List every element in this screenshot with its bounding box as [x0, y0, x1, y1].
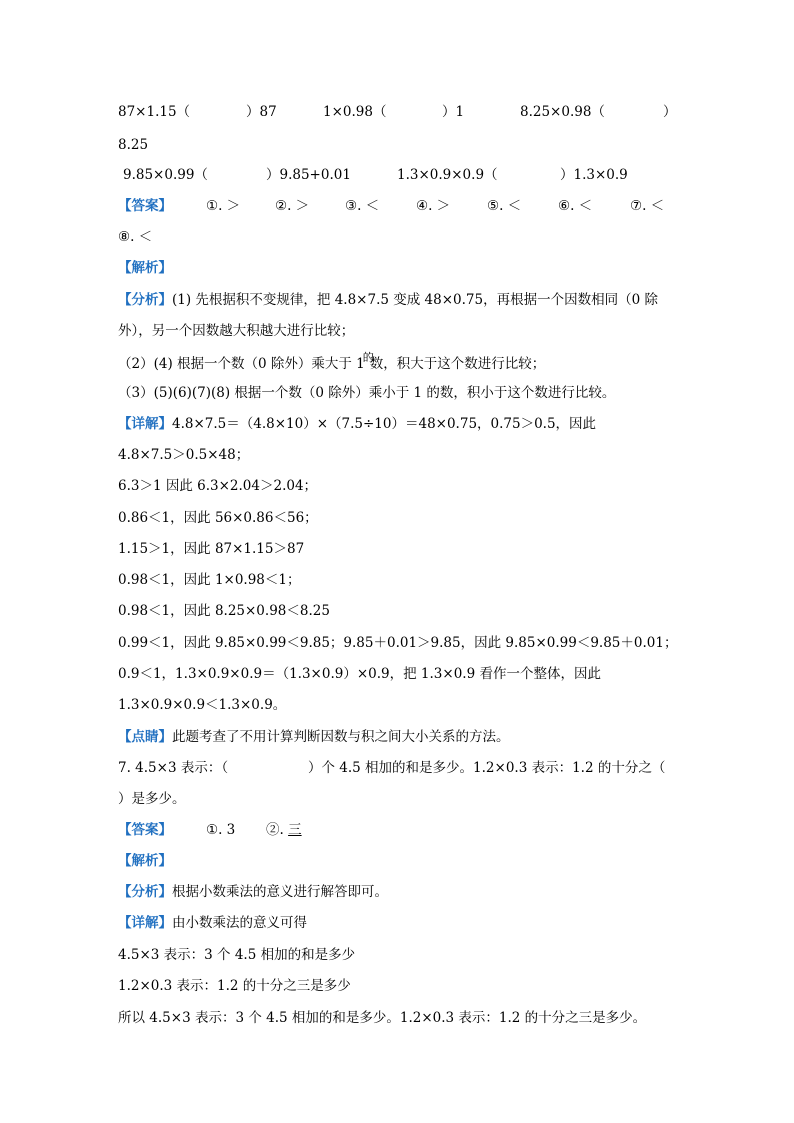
q6-answer-8: ⑧. ＜: [118, 229, 153, 245]
q6-fenxi-raised-char: 的: [362, 351, 374, 364]
q6-item-4-right: ）9.85+0.01: [266, 167, 351, 183]
q6-xiangjie-text-1: 4.8×7.5＝（4.8×10）×（7.5÷10）＝48×0.75，0.75＞0.5，因此: [172, 416, 597, 432]
q7-answer-row: [118, 820, 338, 840]
q6-answer-1: ①. ＞: [206, 198, 241, 214]
q6-item-1-right: ）87: [246, 104, 277, 120]
q6-answer-3: ③. ＜: [345, 198, 380, 214]
xiangjie-tag: 【详解】: [118, 915, 172, 931]
q6-detail-line: 4.8×7.5＞0.5×48；: [118, 447, 250, 463]
analysis-tag: 【解析】: [118, 853, 172, 869]
analysis-tag: 【解析】: [118, 260, 172, 276]
q6-item-2-right: ）1: [442, 104, 465, 120]
q7-question-line-2: ）是多少。: [118, 791, 186, 807]
q6-answer-6: ⑥. ＜: [558, 198, 593, 214]
dianjing-tag: 【点睛】: [118, 729, 172, 745]
q6-fenxi-line-4: （3）(5)(6)(7)(8) 根据一个数（0 除外）乘小于 1 的数，积小于这个数进行比较。: [118, 385, 616, 401]
q6-detail-line: 0.98＜1，因此 8.25×0.98＜8.25: [118, 603, 330, 619]
q6-detail-line: 1.3×0.9×0.9＜1.3×0.9。: [118, 697, 287, 713]
q6-detail-line: 0.9＜1，1.3×0.9×0.9＝（1.3×0.9）×0.9，把 1.3×0.9 看作一个整体，因此: [118, 666, 601, 682]
q6-detail-line: 0.86＜1，因此 56×0.86＜56；: [118, 510, 318, 526]
q6-answer-row: [118, 196, 678, 216]
q7-answer-1: ①. 3: [206, 822, 236, 838]
q6-dianjing-text: 此题考查了不用计算判断因数与积之间大小关系的方法。: [172, 729, 510, 745]
q7-detail-line: 4.5×3 表示：3 个 4.5 相加的和是多少: [118, 947, 356, 963]
q6-item-4-left: 9.85×0.99（: [123, 167, 208, 183]
q6-detail-line: 6.3＞1 因此 6.3×2.04＞2.04；: [118, 478, 318, 494]
q6-item-5-left: 1.3×0.9×0.9（: [397, 167, 498, 183]
fenxi-tag: 【分析】: [118, 884, 172, 900]
q6-comparison-row-1: [118, 102, 678, 122]
xiangjie-tag: 【详解】: [118, 416, 172, 432]
q6-fenxi-text-3b: 数，积大于这个数进行比较；: [369, 356, 546, 372]
q7-answer-2-value: 三: [288, 822, 302, 838]
q6-item-3-right: ）: [663, 104, 677, 120]
q6-fenxi-text-1: (1) 先根据积不变规律，把 4.8×7.5 变成 48×0.75，再根据一个因数相同（0 除: [172, 292, 658, 308]
q6-item-2-left: 1×0.98（: [323, 104, 387, 120]
q6-xiangjie-line-1: [118, 414, 596, 434]
q7-fenxi-text: 根据小数乘法的意义进行解答即可。: [172, 884, 388, 900]
q6-detail-line: 1.15＞1，因此 87×1.15＞87: [118, 541, 305, 557]
q6-answer-5: ⑤. ＜: [487, 198, 522, 214]
answer-tag: 【答案】: [118, 198, 172, 214]
q6-dianjing-line: [118, 727, 510, 747]
q6-detail-line: 0.99＜1，因此 9.85×0.99＜9.85；9.85＋0.01＞9.85，因此 9.85×0.99＜9.85＋0.01；: [118, 635, 678, 651]
q6-answer-7: ⑦. ＜: [630, 198, 665, 214]
q6-fenxi-text-3a: （2）(4) 根据一个数（0 除外）乘大于 1: [118, 356, 365, 372]
q7-question-text-a: 7. 4.5×3 表示：（: [118, 760, 229, 776]
q6-fenxi-line-1: [118, 290, 658, 310]
q7-detail-line: 所以 4.5×3 表示：3 个 4.5 相加的和是多少。1.2×0.3 表示：1.2 的十分之三是多少。: [118, 1010, 647, 1026]
q7-detail-line: 1.2×0.3 表示：1.2 的十分之三是多少: [118, 978, 351, 994]
fenxi-tag: 【分析】: [118, 292, 172, 308]
q6-item-5-right: ）1.3×0.9: [560, 167, 628, 183]
q7-xiangjie-line: [118, 913, 307, 933]
q6-fenxi-line-2: 外），另一个因数越大积越大进行比较；: [118, 323, 355, 339]
q7-xiangjie-text: 由小数乘法的意义可得: [172, 915, 307, 931]
q7-answer-2: [266, 820, 302, 840]
q7-fenxi-line: [118, 882, 388, 902]
q6-comparison-row-2: 8.25: [118, 137, 149, 153]
q6-detail-line: 0.98＜1，因此 1×0.98＜1；: [118, 572, 301, 588]
answer-tag: 【答案】: [118, 822, 172, 838]
q6-comparison-row-3: [123, 165, 643, 185]
q7-question-text-b: ）个 4.5 相加的和是多少。1.2×0.3 表示：1.2 的十分之（: [308, 760, 666, 776]
q7-answer-2-prefix: ②.: [266, 822, 289, 838]
q6-item-1-left: 87×1.15（: [118, 104, 191, 120]
q6-answer-4: ④. ＞: [416, 198, 451, 214]
q7-question-line-1: [118, 758, 678, 778]
q6-answer-2: ②. ＞: [275, 198, 310, 214]
q6-fenxi-line-3: [118, 351, 546, 374]
q6-item-3-left: 8.25×0.98（: [520, 104, 605, 120]
